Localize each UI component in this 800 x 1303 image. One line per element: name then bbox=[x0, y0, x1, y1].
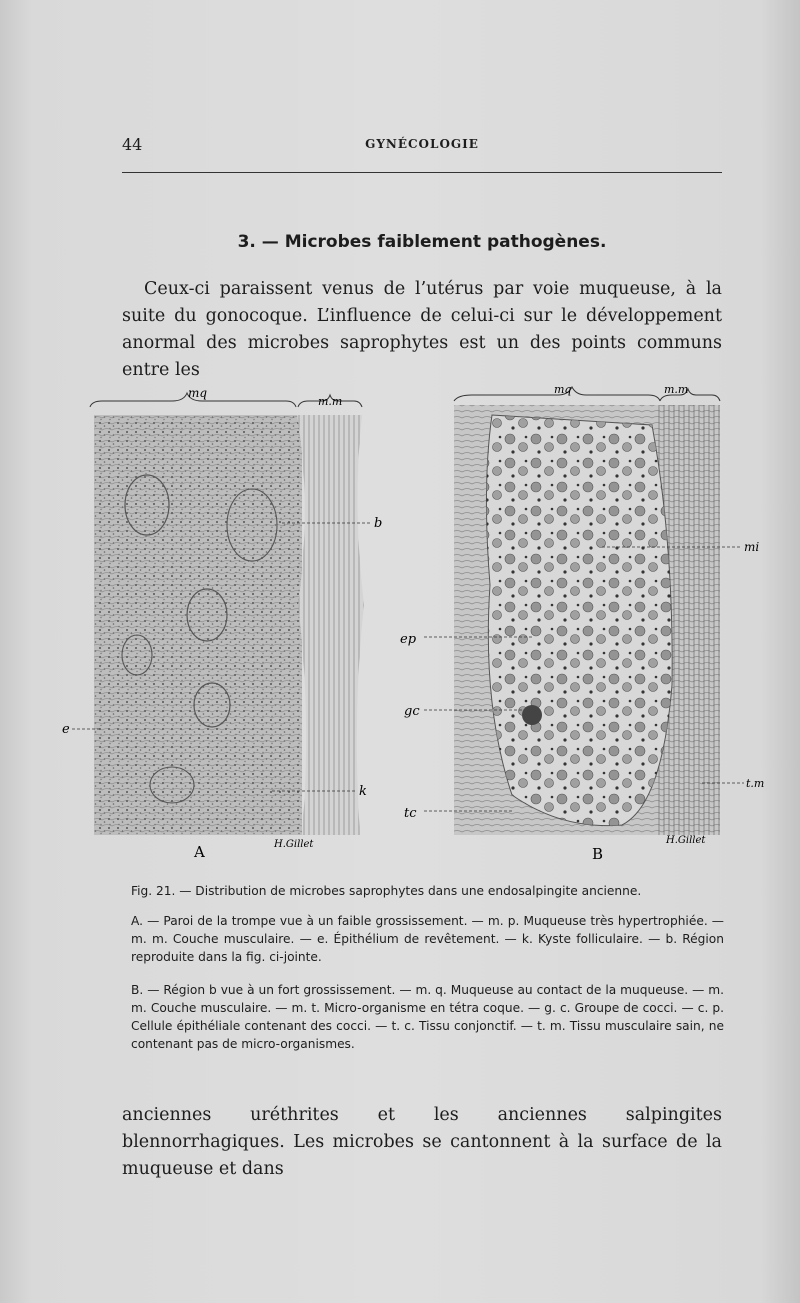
paragraph-1: Ceux-ci paraissent venus de l’utérus par voie muqueuse, à la suite du gonocoque. L’influence de celui-ci sur le développement anormal des microbes saprophytes est un des points communs entre les bbox=[122, 279, 722, 380]
label-a-b: b bbox=[374, 516, 383, 531]
label-a-signature: H.Gillet bbox=[274, 839, 314, 850]
panel-b bbox=[400, 385, 764, 863]
label-b-tm: t.m bbox=[746, 777, 765, 790]
page-number: 44 bbox=[122, 135, 143, 154]
section-title: 3. — Microbes faiblement pathogènes. bbox=[237, 232, 607, 252]
label-b-ep: ep bbox=[400, 632, 417, 647]
label-a-e: e bbox=[62, 722, 70, 737]
running-head bbox=[122, 131, 722, 155]
label-b-mi: mi bbox=[744, 540, 760, 554]
label-b-mm: m.m bbox=[664, 385, 689, 396]
label-a-k: k bbox=[359, 784, 367, 799]
label-b-letter: B bbox=[592, 845, 604, 863]
label-a-mq: mq bbox=[188, 386, 208, 400]
running-title: GYNÉCOLOGIE bbox=[365, 137, 479, 151]
caption-part-a: A. — Paroi de la trompe vue à un faible grossissement. — m. p. Muqueuse très hypertrophiée. — m. m. Couche musculaire. — e. Épithélium de revêtement. — k. Kyste folliculaire. — b. Région reproduite dans la fig. ci-jointe. bbox=[131, 914, 724, 964]
paragraph-2: anciennes uréthrites et les anciennes salpingites blennorrhagiques. Les microbes se cantonnent à la surface de la muqueuse et dans bbox=[122, 1105, 722, 1179]
caption-title: Fig. 21. — Distribution de microbes saprophytes dans une endosalpingite ancienne. bbox=[131, 884, 642, 898]
figure-illustration bbox=[62, 385, 800, 865]
figure-21 bbox=[62, 385, 800, 865]
caption-part-b: B. — Région b vue à un fort grossissement. — m. q. Muqueuse au contact de la muqueuse. — m. m. Couche musculaire. — m. t. Micro-organisme en tétra coque. — g. c. Groupe de cocci. — c. p. Cellule épithéliale contenant des cocci. — t. c. Tissu conjonctif. — t. m. Tissu musculaire sain, ne contenant pas de micro-organismes. bbox=[131, 983, 724, 1051]
label-b-gc: gc bbox=[404, 704, 420, 719]
label-b-mq: mq bbox=[554, 385, 572, 396]
label-a-letter: A bbox=[194, 843, 205, 861]
label-a-mm: m.m bbox=[318, 395, 343, 408]
label-b-signature: H.Gillet bbox=[666, 835, 706, 846]
label-b-tc: tc bbox=[404, 806, 417, 821]
panel-a bbox=[62, 386, 382, 861]
header-rule bbox=[122, 172, 722, 173]
